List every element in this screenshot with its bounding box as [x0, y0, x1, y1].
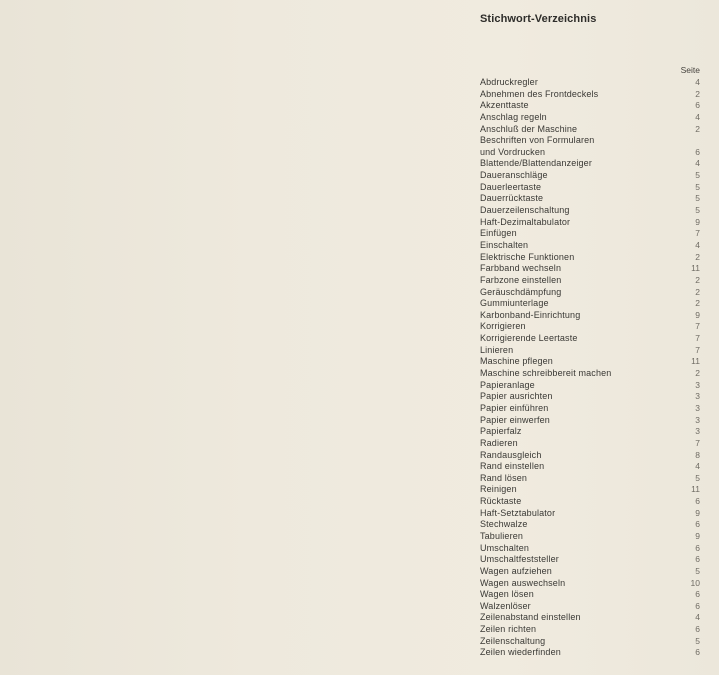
index-entry [480, 124, 700, 136]
index-entry [480, 287, 700, 299]
page-title: Stichwort-Verzeichnis [480, 13, 597, 25]
index-entry [480, 333, 700, 345]
index-entry-page: 6 [695, 519, 700, 530]
index-entry-term: Farbband wechseln [480, 263, 562, 274]
index-entry [480, 112, 700, 124]
index-entry [480, 461, 700, 473]
index-entry [480, 473, 700, 485]
index-entry-term: Blattende/Blattendanzeiger [480, 158, 592, 169]
index-entry-page: 6 [695, 624, 700, 635]
index-entry-term: Farbzone einstellen [480, 274, 562, 285]
index-entry-term: Gummiunterlage [480, 298, 549, 309]
index-entry-page: 7 [695, 344, 700, 355]
index-entry-page: 5 [695, 181, 700, 192]
index-entry [480, 415, 700, 427]
index-entry [480, 578, 700, 590]
index-entry [480, 77, 700, 89]
index-entry-page: 7 [695, 333, 700, 344]
index-entry-page: 2 [695, 274, 700, 285]
index-entry-page: 11 [691, 484, 700, 495]
index-entry-page: 7 [695, 437, 700, 448]
index-entry-page: 5 [695, 193, 700, 204]
index-entry-term: Radieren [480, 437, 518, 448]
index-entry-term: Daueranschläge [480, 170, 548, 181]
index-entry-term: Zeilenschaltung [480, 635, 546, 646]
index-entry [480, 356, 700, 368]
index-entry-term: Maschine schreibbereit machen [480, 368, 612, 379]
index-entry-term: Rücktaste [480, 496, 522, 507]
index-entry [480, 170, 700, 182]
index-entry-term: Korrigieren [480, 321, 526, 332]
index-entry-term: Rand lösen [480, 472, 528, 483]
index-entry-term: Beschriften von Formularen [480, 135, 595, 146]
index-entry-term: Geräuschdämpfung [480, 286, 562, 297]
index-entry-term: Tabulieren [480, 530, 524, 541]
index-entry-page: 11 [691, 356, 700, 367]
index-entry [480, 298, 700, 310]
index-entry [480, 368, 700, 380]
index-entry [480, 228, 700, 240]
index-entry-page: 3 [695, 414, 700, 425]
index-entry-term: Umschaltfeststeller [480, 554, 559, 565]
index-entry [480, 263, 700, 275]
index-entry-page: 4 [695, 461, 700, 472]
index-entry-term: Abnehmen des Frontdeckels [480, 88, 599, 99]
index-entry-page: 2 [695, 88, 700, 99]
index-entry-term: Abdruckregler [480, 77, 538, 87]
index-entry-term: Papier ausrichten [480, 391, 553, 402]
index-entry-page: 9 [695, 216, 700, 227]
index-entry-page: 6 [695, 100, 700, 111]
index-entry [480, 636, 700, 648]
index-entry-page: 3 [695, 426, 700, 437]
index-entry [480, 601, 700, 613]
index-entry-page: 10 [690, 577, 700, 588]
index-entry-page: 6 [695, 600, 700, 611]
index-entry [480, 484, 700, 496]
index-entry [480, 100, 700, 112]
index-entry-page: 5 [695, 472, 700, 483]
index-entry-page: 11 [691, 263, 700, 274]
index-entry [480, 89, 700, 101]
keyword-index [480, 10, 700, 659]
index-entry-term: Papier einwerfen [480, 414, 550, 425]
index-entry [480, 438, 700, 450]
index-entry-term: Haft-Setztabulator [480, 507, 556, 518]
index-entry-term: Korrigierende Leertaste [480, 333, 578, 344]
index-entry [480, 554, 700, 566]
index-entry [480, 193, 700, 205]
index-entry [480, 321, 700, 333]
index-entry [480, 240, 700, 252]
index-entry [480, 275, 700, 287]
index-entry [480, 158, 700, 170]
index-entry-page: 5 [695, 170, 700, 181]
index-entry-term: Haft-Dezimaltabulator [480, 216, 571, 227]
index-entry [480, 624, 700, 636]
index-entry-term: Akzenttaste [480, 100, 529, 111]
index-entry-term: Zeilen wiederfinden [480, 647, 561, 658]
index-entry [480, 403, 700, 415]
index-entry-page: 6 [695, 542, 700, 553]
index-entry [480, 182, 700, 194]
index-entry-term: Elektrische Funktionen [480, 251, 575, 262]
index-entry-page: 2 [695, 251, 700, 262]
index-entry-term: Umschalten [480, 542, 530, 553]
index-entry [480, 531, 700, 543]
index-entry-page: 9 [695, 309, 700, 320]
index-entry-page: 4 [695, 239, 700, 250]
index-entry [480, 508, 700, 520]
index-entry-page: 4 [695, 158, 700, 169]
index-entry-page: 5 [695, 635, 700, 646]
index-entry-page: 2 [695, 123, 700, 134]
index-entry-term: Einfügen [480, 228, 517, 239]
index-entry [480, 345, 700, 357]
index-entry [480, 380, 700, 392]
index-entry-term: Papieranlage [480, 379, 535, 390]
index-entry-page: 6 [695, 554, 700, 565]
index-entry-term: Papier einführen [480, 402, 549, 413]
index-entry [480, 589, 700, 601]
index-entry-term: Einschalten [480, 239, 529, 250]
index-entry-term: Maschine pflegen [480, 356, 553, 367]
index-entry-term: Linieren [480, 344, 514, 355]
index-entry [480, 647, 700, 659]
index-entry [480, 450, 700, 462]
index-entry-term: Papierfalz [480, 426, 522, 437]
index-entry-term: Walzenlöser [480, 600, 531, 611]
index-entry-page: 6 [695, 496, 700, 507]
index-entry-page: 5 [695, 565, 700, 576]
index-entry [480, 426, 700, 438]
index-entry-term: Karbonband-Einrichtung [480, 309, 581, 320]
index-entry-page: 4 [695, 111, 700, 122]
index-entry [480, 205, 700, 217]
index-entry-term: Anschluß der Maschine [480, 123, 578, 134]
index-entry [480, 496, 700, 508]
index-entry-page: 7 [695, 321, 700, 332]
page-column-header: Seite [680, 65, 700, 75]
index-entry [480, 566, 700, 578]
index-entry-page: 3 [695, 402, 700, 413]
index-entry-page: 5 [695, 205, 700, 216]
index-entry-page: 6 [695, 589, 700, 600]
index-entry-page: 9 [695, 530, 700, 541]
index-entry [480, 519, 700, 531]
index-entry-page: 3 [695, 391, 700, 402]
index-entry-term: Stechwalze [480, 519, 528, 530]
index-entry-term: Wagen auswechseln [480, 577, 566, 588]
index-entry-term: Dauerzeilenschaltung [480, 205, 570, 216]
index-entry-term: Reinigen [480, 484, 517, 495]
index-entry [480, 252, 700, 264]
index-entry-page: 9 [695, 507, 700, 518]
index-entry-term: und Vordrucken [480, 146, 546, 157]
index-entry-page: 4 [695, 77, 700, 87]
index-entry-page: 2 [695, 286, 700, 297]
index-entry-term: Dauerleertaste [480, 181, 542, 192]
index-entry-page: 6 [695, 647, 700, 658]
index-entry [480, 543, 700, 555]
index-entry [480, 310, 700, 322]
index-entry-page: 2 [695, 368, 700, 379]
index-entry-term: Wagen aufziehen [480, 565, 552, 576]
index-entry-term: Rand einstellen [480, 461, 545, 472]
index-entry [480, 135, 700, 147]
index-entry-term: Randausgleich [480, 449, 542, 460]
index-entry-page: 2 [695, 298, 700, 309]
index-entry-page: 8 [695, 449, 700, 460]
index-entry [480, 147, 700, 159]
index-list [480, 77, 700, 659]
index-entry-term: Wagen lösen [480, 589, 534, 600]
index-entry-page: 6 [695, 146, 700, 157]
index-entry-term: Zeilen richten [480, 624, 537, 635]
index-entry [480, 612, 700, 624]
index-entry [480, 217, 700, 229]
index-entry-page: 7 [695, 228, 700, 239]
index-entry-page: 4 [695, 612, 700, 623]
index-entry-term: Anschlag regeln [480, 111, 547, 122]
index-entry-term: Zeilenabstand einstellen [480, 612, 581, 623]
index-entry [480, 391, 700, 403]
index-entry-term: Dauerrücktaste [480, 193, 544, 204]
index-entry-page: 3 [695, 379, 700, 390]
